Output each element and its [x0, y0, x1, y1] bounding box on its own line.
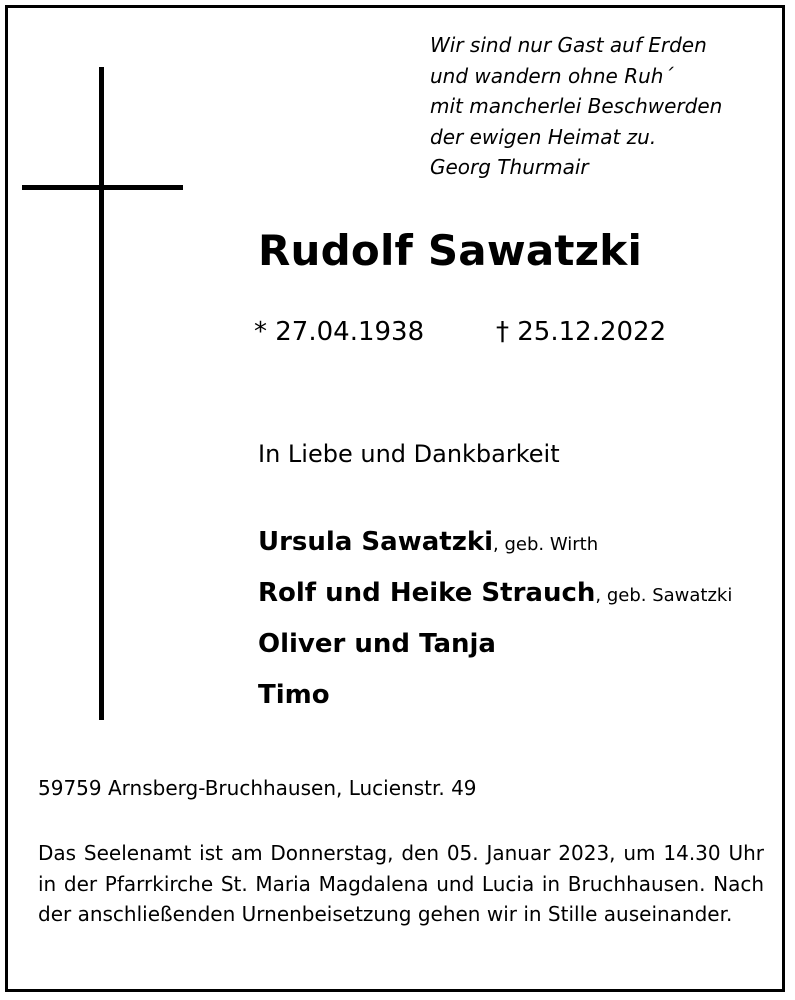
address: 59759 Arnsberg-Bruchhausen, Lucienstr. 49 [38, 776, 477, 800]
poem-author: Georg Thurmair [430, 155, 589, 179]
birth-date: * 27.04.1938 [254, 317, 425, 347]
mourner-name: Rolf und Heike Strauch [258, 578, 596, 608]
intro-text: In Liebe und Dankbarkeit [258, 440, 560, 468]
mourner-row [258, 680, 732, 731]
mourner-row [258, 527, 732, 578]
mourner-note: , geb. Wirth [493, 534, 599, 555]
mourner-row [258, 578, 732, 629]
poem-line: der ewigen Heimat zu. [430, 124, 657, 149]
mourners-list [258, 527, 732, 731]
poem-line: Wir sind nur Gast auf Erden [430, 33, 707, 57]
mourner-note: , geb. Sawatzki [595, 585, 733, 606]
cross-icon [99, 67, 104, 720]
poem [430, 30, 722, 183]
cross-icon-bar [22, 185, 183, 190]
mourner-name: Timo [258, 680, 330, 710]
mourner-row [258, 629, 732, 680]
service-text: Das Seelenamt ist am Donnerstag, den 05. Januar 2023, um 14.30 Uhr in der Pfarrkirche St. Maria Magdalena und Lucia in Bruchhausen. Nach der anschließenden Urnenbeisetzung gehen wir in Stille auseinander. [38, 841, 764, 926]
mourner-name: Ursula Sawatzki [258, 527, 494, 557]
poem-line: mit mancherlei Beschwerden [430, 94, 723, 118]
poem-line: und wandern ohne Ruh´ [430, 63, 674, 88]
death-date: † 25.12.2022 [496, 317, 667, 347]
mourner-name: Oliver und Tanja [258, 629, 496, 659]
deceased-name: Rudolf Sawatzki [258, 226, 643, 275]
